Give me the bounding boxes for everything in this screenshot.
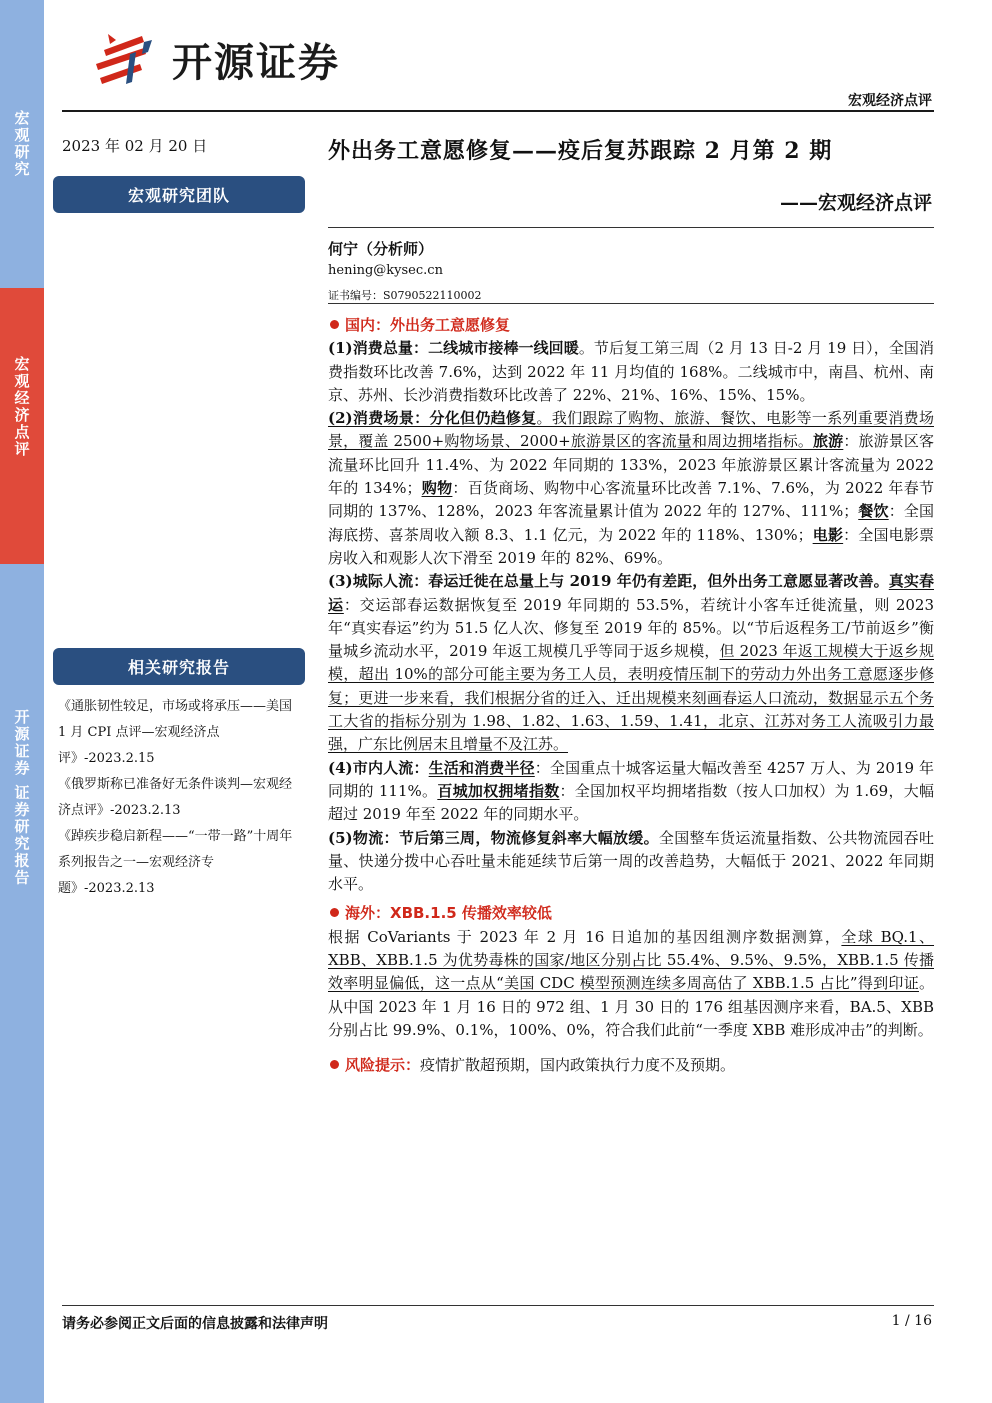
- sidebar-section-macro-research: [0, 0, 44, 288]
- left-sidebar: [0, 0, 44, 1403]
- sidebar-label-mid: 宏观经济点评: [12, 356, 31, 458]
- related-report-link[interactable]: 《踔疾步稳启新程——“一带一路”十周年系列报告之一—宏观经济专题》-2023.2.13: [58, 829, 293, 896]
- related-report-link[interactable]: 《通胀韧性较足，市场或将承压——美国 1 月 CPI 点评—宏观经济点评》-2023.2.15: [58, 699, 293, 766]
- overseas-text-2: 。从中国 2023 年 1 月 16 日的 972 组、1 月 30 日的 176 组基因测序来看，BA.5、XBB 分别占比 99.9%、0.1%，100%、0%，符合我们此前“一季度 XBB 难形成冲击”的判断。: [328, 974, 934, 1039]
- title-divider: [328, 227, 934, 228]
- p3-text: ：交运部春运数据恢复至 2019 年同期的 53.5%，若统计小客车迁徙流量，则 2023 年“真实春运”约为 51.5 亿人次、修复至 2019 年的 85%。以“节后返程务工/节前返乡”衡量城乡流动水平，2019 年返工规模几乎等同于返乡规模，: [328, 595, 934, 661]
- p2-heading: (2)消费场景：分化但仍趋修复: [328, 409, 537, 428]
- paragraph-city-flow: [328, 757, 934, 827]
- report-title: 外出务工意愿修复——疫后复苏跟踪 2 月第 2 期: [328, 138, 833, 164]
- p1-heading: (1)消费总量：二线城市接棒一线回暖: [328, 339, 579, 358]
- report-date: 2023 年 02 月 20 日: [62, 137, 208, 155]
- brand-logo: [90, 30, 340, 88]
- p5-text: 全国整车货运流量指数、公共物流园吞吐量、快递分拨中心吞吐量未能延续节后第一周的改善趋势，大幅低于 2021、2022 年同期水平。: [328, 828, 934, 894]
- paragraph-risk: [328, 1054, 934, 1077]
- brand-name: 开源证券: [172, 39, 340, 86]
- spacer: [328, 1042, 934, 1054]
- p2-film-label: 电影: [812, 525, 844, 544]
- p4-heading: (4)市内人流：: [328, 758, 429, 777]
- analyst-cert: 证书编号：S0790522110002: [328, 289, 482, 302]
- p4-label-2: 百城加权拥堵指数: [437, 781, 560, 800]
- p2-shop-text: ：百货商场、购物中心客流量环比改善 7.1%、7.6%，为 2022 年春节同期的 137%、128%，2023 年客流量累计值为 2022 年的 127%、111%；: [328, 479, 934, 521]
- bullet-icon: [330, 908, 339, 917]
- sidebar-label-bottom: 开源证券 证券研究报告: [12, 709, 31, 887]
- p4-label-1: 生活和消费半径: [428, 758, 535, 777]
- section-overseas-title: 海外：XBB.1.5 传播效率较低: [345, 904, 552, 923]
- risk-text: 疫情扩散超预期，国内政策执行力度不及预期。: [420, 1056, 736, 1075]
- section-overseas-heading: [330, 902, 934, 925]
- p2-intro: 。我们跟踪了购物、旅游、餐饮、电影等一系列重要消费场景，覆盖 2500+购物场景、2000+旅游景区的客流量和周边拥堵指标。: [328, 409, 934, 451]
- bullet-icon: [330, 1060, 339, 1069]
- p2-travel-text: ：旅游景区客流量环比回升 11.4%、为 2022 年同期的 133%，2023 年旅游景区累计客流量为 2022 年的 134%；: [328, 432, 934, 498]
- paragraph-logistics: [328, 827, 934, 897]
- overseas-underlined: 全球 BQ.1、XBB、XBB.1.5 为优势毒株的国家/地区分别占比 55.4%、9.5%、9.5%，XBB.1.5 传播效率明显偏低，这一点从“美国 CDC 模型预测连续多周高估了 XBB.1.5 占比”得到印证: [328, 927, 935, 993]
- analyst-name: 何宁（分析师）: [328, 240, 434, 258]
- related-reports-list: [58, 694, 303, 902]
- logo-mark-icon: [90, 30, 160, 88]
- p2-food-text: ：全国海底捞、喜茶周收入额 8.3、1.1 亿元，为 2022 年的 118%、130%；: [328, 502, 934, 544]
- paragraph-consumption-scenes: [328, 407, 934, 570]
- p2-travel-label: 旅游: [813, 432, 844, 451]
- overseas-text-1: 根据 CoVariants 于 2023 年 2 月 16 日追加的基因组测序数据测算，: [328, 927, 842, 946]
- report-subtitle: ——宏观经济点评: [779, 192, 932, 214]
- p4-text-1: ：全国重点十城客运量大幅改善至 4257 万人、为 2019 年同期的 111%。: [328, 758, 934, 800]
- risk-title: 风险提示：: [345, 1056, 421, 1075]
- page-number: 1 / 16: [891, 1313, 932, 1329]
- related-report-link[interactable]: 《俄罗斯称已准备好无条件谈判—宏观经济点评》-2023.2.13: [58, 777, 293, 818]
- header-category: 宏观经济点评: [848, 93, 932, 109]
- footer-divider: [62, 1305, 934, 1306]
- paragraph-overseas: [328, 926, 934, 1042]
- analyst-email[interactable]: hening@kysec.cn: [328, 263, 443, 278]
- footer-disclaimer: 请务必参阅正文后面的信息披露和法律声明: [62, 1316, 328, 1332]
- sidebar-label-top: 宏观研究: [12, 110, 31, 178]
- section-domestic-heading: [330, 314, 934, 337]
- sidebar-section-macro-comment: [0, 288, 44, 564]
- p5-heading: (5)物流：节后第三周，物流修复斜率大幅放缓。: [328, 828, 659, 847]
- report-body: [328, 314, 934, 1078]
- p2-shop-label: 购物: [421, 479, 453, 498]
- p2-food-label: 餐饮: [858, 502, 889, 521]
- team-label: 宏观研究团队: [53, 176, 305, 213]
- p3-underlined: 但 2023 年返工规模大于返乡规模，超出 10%的部分可能主要为务工人员，表明疫情压制下的劳动力外出务工意愿逐步修复；更进一步来看，我们根据分省的迁入、迁出规模来刻画春运人口流动，数据显示五个务工大省的指标分别为 1.98、1.82、1.63、1.59、1.41，北京、江苏对务工人流吸引力最强，广东比例居末且增量不及江苏。: [328, 642, 934, 754]
- sidebar-section-brand: [0, 564, 44, 1403]
- p4-text-2: ：全国加权平均拥堵指数（按人口加权）为 1.69，大幅超过 2019 年至 2022 年的同期水平。: [328, 781, 934, 824]
- section-domestic-title: 国内：外出务工意愿修复: [345, 316, 511, 334]
- risk-heading: [330, 1056, 420, 1074]
- p1-text: 。节后复工第三周（2 月 13 日-2 月 19 日），全国消费指数环比改善 7.6%，达到 2022 年 11 月均值的 168%。二线城市中，南昌、杭州、南京、苏州、长沙消费指数环比改善了 22%、21%、16%、15%、15%。: [328, 339, 934, 404]
- p2-film-text: ：全国电影票房收入和观影人次下滑至 2019 年的 82%、69%。: [328, 525, 934, 567]
- p3-label: 真实春运: [328, 572, 934, 614]
- analyst-divider: [328, 303, 934, 304]
- paragraph-consumption-total: [328, 337, 934, 407]
- paragraph-intercity-flow: [328, 570, 934, 756]
- bullet-icon: [330, 320, 339, 329]
- related-reports-label: 相关研究报告: [53, 648, 305, 685]
- p3-heading: (3)城际人流：春运迁徙在总量上与 2019 年仍有差距，但外出务工意愿显著改善。: [328, 572, 889, 591]
- header-divider: [62, 110, 934, 112]
